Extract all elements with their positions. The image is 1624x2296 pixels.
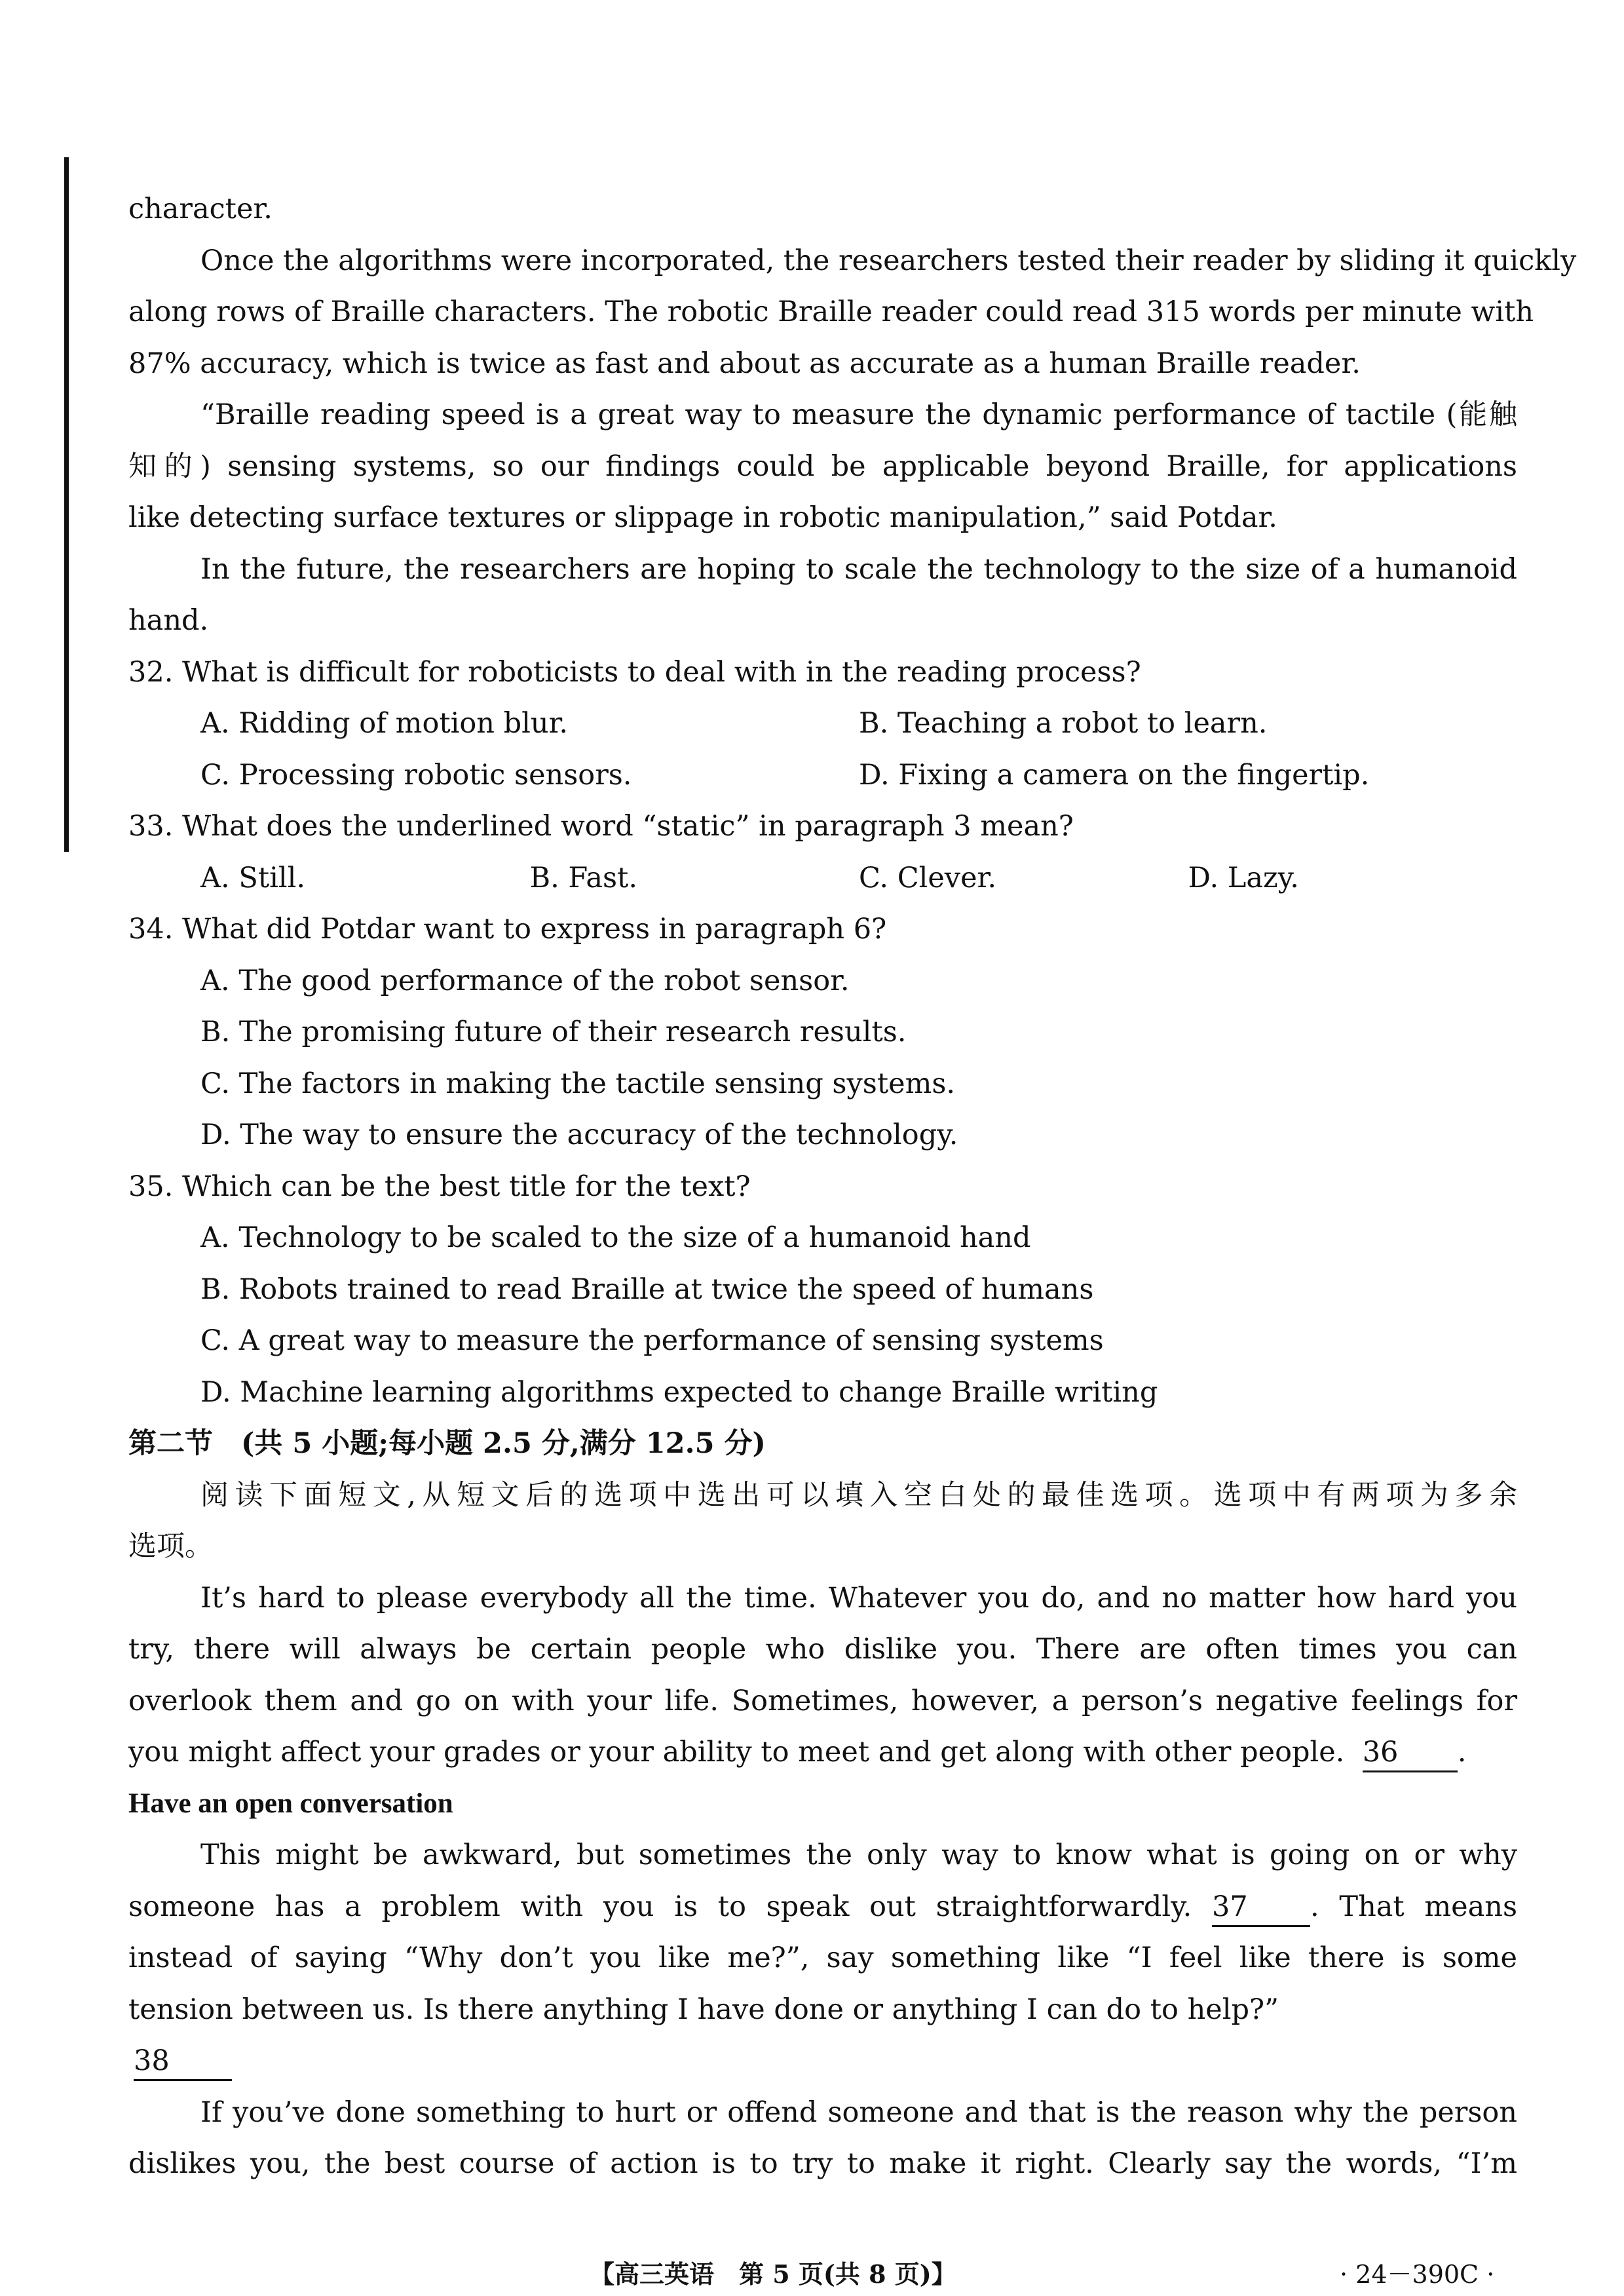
text-line: try, there will always be certain people who dislike you. There are often times you can [128, 1633, 1517, 1666]
text-line: 知的) sensing systems, so our findings could be applicable beyond Braille, for applications [128, 450, 1517, 483]
text-span: someone has a problem with you is to speak out straightforwardly. [128, 1890, 1192, 1923]
text-line: 阅读下面短文,从短文后的选项中选出可以填入空白处的最佳选项。选项中有两项为多余 [200, 1478, 1517, 1512]
option-c: C. Processing robotic sensors. [200, 758, 632, 792]
text-line: Once the algorithms were incorporated, the researchers tested their reader by sliding it quickly [200, 244, 1577, 277]
question-stem: 32. What is difficult for roboticists to deal with in the reading process? [128, 655, 1141, 689]
question-stem: 34. What did Potdar want to express in paragraph 6? [128, 913, 887, 946]
blank-38: 38 [134, 2042, 232, 2081]
text-line: If you’ve done something to hurt or offend someone and that is the reason why the person [200, 2095, 1517, 2129]
option-d: D. Fixing a camera on the fingertip. [859, 758, 1370, 792]
question-33 [128, 801, 1517, 904]
text-line: In the future, the researchers are hoping to scale the technology to the size of a humanoid [200, 552, 1517, 586]
text-line: dislikes you, the best course of action is to try to make it right. Clearly say the words, “I’m [128, 2147, 1517, 2180]
text-line: someone has a problem with you is to speak out straightforwardly. 37 . That means [128, 1881, 1517, 1933]
text-line: hand. [128, 604, 209, 637]
option-b: B. The promising future of their research results. [200, 1016, 907, 1048]
question-32 [128, 647, 1517, 801]
text-span: That means [1339, 1890, 1518, 1923]
option-b: B. Robots trained to read Braille at twice the speed of humans [200, 1272, 1094, 1306]
text-line: character. [128, 193, 273, 225]
footer-exam-code: · 24－390C · [1340, 2260, 1495, 2289]
option-c: C. The factors in making the tactile sensing systems. [200, 1067, 956, 1100]
text-line [128, 2035, 1517, 2087]
section-title: 第二节 (共 5 小题;每小题 2.5 分,满分 12.5 分) [128, 1427, 766, 1460]
option-a: A. Technology to be scaled to the size of a humanoid hand [200, 1221, 1031, 1254]
blank-36: 36 [1363, 1734, 1458, 1772]
text-line: along rows of Braille characters. The robotic Braille reader could read 315 words per minute with [128, 296, 1534, 328]
text-line: “Braille reading speed is a great way to measure the dynamic performance of tactile (能触 [200, 398, 1517, 431]
text-line: 选项。 [128, 1530, 213, 1563]
subheading-open-conversation: Have an open conversation [128, 1788, 453, 1819]
text-line: It’s hard to please everybody all the time. Whatever you do, and no matter how hard you [200, 1581, 1517, 1615]
footer-page-info: 【高三英语 第 5 页(共 8 页)】 [590, 2259, 956, 2289]
option-c: C. A great way to measure the performance of sensing systems [200, 1324, 1104, 1357]
option-a: A. The good performance of the robot sensor. [200, 964, 850, 997]
option-row [128, 852, 1517, 904]
question-stem: 33. What does the underlined word “static” in paragraph 3 mean? [128, 810, 1074, 843]
blank-37: 37 [1212, 1888, 1310, 1927]
page-footer [0, 2254, 1624, 2287]
option-d: D. Machine learning algorithms expected to change Braille writing [200, 1375, 1158, 1409]
text-line: overlook them and go on with your life. Sometimes, however, a person’s negative feelings for [128, 1684, 1517, 1717]
option-row [128, 698, 1517, 750]
text-line: you might affect your grades or your ability to meet and get along with other people. 36 . [128, 1727, 1517, 1778]
text-line: tension between us. Is there anything I have done or anything I can do to help?” [128, 1993, 1279, 2026]
option-a: A. Still. [200, 861, 306, 894]
option-b: B. Teaching a robot to learn. [859, 707, 1268, 740]
option-row [128, 750, 1517, 801]
paragraph-future [128, 544, 1517, 647]
exam-page [128, 183, 1577, 2190]
passage-make-it-right [128, 2087, 1517, 2190]
paragraph-results [128, 235, 1577, 390]
option-b: B. Fast. [529, 861, 638, 894]
binding-margin-line [64, 157, 69, 852]
question-35 [128, 1161, 1517, 1419]
option-c: C. Clever. [859, 861, 997, 894]
passage-intro [128, 1573, 1517, 1778]
text-line: 87% accuracy, which is twice as fast and about as accurate as a human Braille reader. [128, 347, 1361, 380]
text-line: like detecting surface textures or slippage in robotic manipulation,” said Potdar. [128, 501, 1277, 534]
option-a: A. Ridding of motion blur. [200, 707, 569, 740]
paragraph-potdar-quote [128, 389, 1517, 544]
passage-conversation [128, 1829, 1517, 2035]
text-line: This might be awkward, but sometimes the only way to know what is going on or why [200, 1839, 1517, 1871]
option-d: D. Lazy. [1188, 861, 1299, 894]
text-line: instead of saying “Why don’t you like me?”, say something like “I feel like there is some [128, 1942, 1517, 1974]
question-34 [128, 904, 1517, 1161]
question-stem: 35. Which can be the best title for the text? [128, 1170, 751, 1203]
option-d: D. The way to ensure the accuracy of the technology. [200, 1119, 958, 1151]
text-span: you might affect your grades or your ability to meet and get along with other people. [128, 1736, 1345, 1769]
section-instruction [128, 1470, 1517, 1573]
